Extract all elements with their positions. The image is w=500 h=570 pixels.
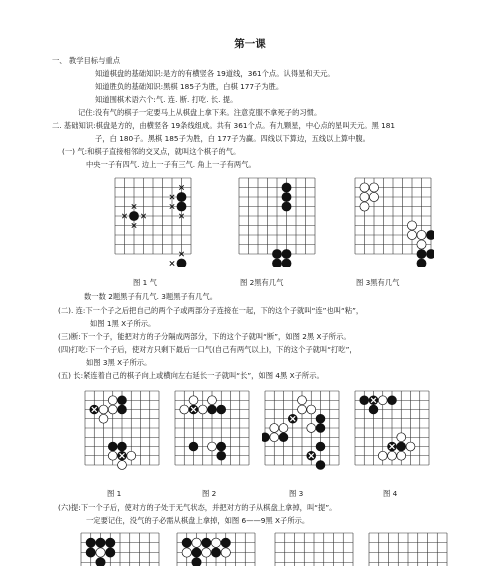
ti-definition: (六)提:下一个子后，使对方的子处于无气状态，并把对方的子从棋盘上拿掉，叫“提”。	[58, 503, 337, 512]
goal-line-3: 知道围棋术语六个:气. 连. 断. 打吃. 长. 提。	[95, 95, 238, 104]
black-stone	[282, 183, 291, 192]
black-stone	[211, 548, 220, 557]
black-stone	[316, 442, 325, 451]
go-board	[82, 388, 162, 476]
black-stone	[129, 211, 138, 220]
white-stone	[221, 548, 230, 557]
go-board	[262, 388, 342, 476]
ti-example: 一定要记住，没气的子必需从棋盘上拿掉，如图 6——9黑 X子所示。	[86, 516, 310, 525]
white-stone	[108, 451, 117, 460]
white-stone	[180, 405, 189, 414]
black-stone	[262, 433, 269, 442]
go-board	[78, 530, 162, 566]
black-stone	[217, 451, 226, 460]
black-stone	[177, 259, 186, 267]
black-stone	[272, 259, 281, 267]
black-stone	[189, 442, 198, 451]
lian-example: 如图 1黑 X子所示。	[90, 319, 156, 328]
black-stone	[221, 538, 230, 547]
dachi-definition: (四)打吃:下一个子后，使对方只剩下最后一口气(自己有两气以上)，下的这个子就叫“打吃”，	[58, 345, 357, 354]
lian-definition: (二). 连:下一个子之后把自己的两个子或两部分子连接在一起，下的这个子就叫“连”也叫“粘”，	[58, 306, 364, 315]
white-stone	[198, 405, 207, 414]
black-stone	[217, 442, 226, 451]
white-stone	[108, 405, 117, 414]
go-board	[352, 388, 432, 476]
white-stone	[369, 183, 378, 192]
black-stone	[316, 461, 325, 470]
white-stone	[388, 451, 397, 460]
white-stone	[208, 442, 217, 451]
section-2-line-2: 子，白 180子。黑棋 185子为胜，白 177子为赢。四线以下算边，五线以上算中腹。	[95, 134, 370, 143]
black-stone	[182, 538, 191, 547]
white-stone	[378, 396, 387, 405]
go-board	[272, 530, 356, 566]
white-stone	[298, 396, 307, 405]
qi-definition: (一) 气:和棋子直接相邻的交叉点，就叫这个棋子的气。	[62, 147, 241, 156]
chang-definition: (五) 长:紧连着自己的棋子向上或横向左右延长一子就叫“长”，如图 4黑 X子所示。	[58, 371, 324, 380]
white-stone	[407, 221, 416, 230]
board-lian	[82, 388, 162, 476]
white-stone	[270, 433, 279, 442]
white-stone	[360, 183, 369, 192]
white-stone	[108, 396, 117, 405]
caption-r2-3: 图 3	[289, 489, 304, 498]
board-ti-2	[174, 530, 258, 566]
black-stone	[282, 249, 291, 258]
white-stone	[397, 451, 406, 460]
black-stone	[177, 192, 186, 201]
black-stone	[282, 192, 291, 201]
board-ti-4	[366, 530, 450, 566]
black-stone	[96, 538, 105, 547]
white-stone	[211, 538, 220, 547]
goal-line-4: 记住:没有气的棋子一定要马上从棋盘上拿下来。注意克服不拿死子的习惯。	[78, 108, 322, 117]
goal-line-2: 知道胜负的基础知识:黑棋 185子为胜，白棋 177子为胜。	[95, 82, 284, 91]
white-stone	[307, 405, 316, 414]
black-stone	[397, 442, 406, 451]
white-stone	[182, 548, 191, 557]
go-board	[352, 175, 434, 267]
board-duan	[172, 388, 252, 476]
board-dachi	[262, 388, 342, 476]
black-stone	[360, 396, 369, 405]
black-stone	[388, 396, 397, 405]
black-stone	[86, 548, 95, 557]
board-fig2	[236, 175, 318, 267]
black-stone	[118, 442, 127, 451]
black-stone	[202, 538, 211, 547]
white-stone	[99, 414, 108, 423]
black-stone	[282, 259, 291, 267]
white-stone	[127, 451, 136, 460]
white-stone	[407, 230, 416, 239]
qi-examples: 中央一子有四气. 边上一子有三气. 角上一子有两气。	[86, 160, 256, 169]
black-stone	[426, 230, 434, 239]
black-stone	[118, 396, 127, 405]
dachi-example: 如图 3黑 X子所示。	[86, 358, 152, 367]
caption-r2-4: 图 4	[383, 489, 398, 498]
caption-fig1: 图 1 气	[133, 278, 157, 287]
black-stone	[279, 433, 288, 442]
black-stone	[192, 548, 201, 557]
section-2-heading: 二. 基础知识:棋盘是方的，由横竖各 19条线组成。共有 361个点。有九颗星，中心点的星叫天元。黑 181	[52, 121, 396, 130]
white-stone	[118, 461, 127, 470]
white-stone	[96, 548, 105, 557]
black-stone	[177, 202, 186, 211]
black-stone	[217, 405, 226, 414]
go-board	[174, 530, 258, 566]
black-stone	[106, 548, 115, 557]
white-stone	[369, 192, 378, 201]
go-board	[172, 388, 252, 476]
caption-fig2: 图 2黑有几气	[240, 278, 284, 287]
white-stone	[307, 424, 316, 433]
black-stone	[86, 538, 95, 547]
black-stone	[426, 249, 434, 258]
black-stone	[106, 538, 115, 547]
black-stone	[316, 414, 325, 423]
board-fig3	[352, 175, 434, 267]
black-stone	[108, 442, 117, 451]
black-stone	[208, 405, 217, 414]
white-stone	[397, 433, 406, 442]
white-stone	[406, 442, 415, 451]
duan-definition: (三)断:下一个子，能把对方的子分隔成两部分，下的这个子就叫“断”，如图 2黑 X子所示。	[58, 332, 351, 341]
goal-line-1: 知道棋盘的基础知识:是方的有横竖各 19道线，361个点。认得星和天元。	[95, 69, 335, 78]
white-stone	[417, 230, 426, 239]
white-stone	[279, 424, 288, 433]
white-stone	[378, 451, 387, 460]
white-stone	[360, 192, 369, 201]
black-stone	[282, 202, 291, 211]
white-stone	[192, 538, 201, 547]
section-1-heading: 一、 教学目标与重点	[52, 56, 120, 65]
board-ti-1	[78, 530, 162, 566]
white-stone	[360, 202, 369, 211]
black-stone	[369, 405, 378, 414]
caption-r2-2: 图 2	[202, 489, 217, 498]
count-question: 数一数 2题黑子有几气. 3题黑子有几气。	[84, 292, 217, 301]
white-stone	[270, 424, 279, 433]
white-stone	[189, 396, 198, 405]
board-fig1	[112, 175, 194, 267]
board-ti-3	[272, 530, 356, 566]
black-stone	[272, 249, 281, 258]
caption-r2-1: 图 1	[107, 489, 122, 498]
black-stone	[316, 424, 325, 433]
black-stone	[118, 405, 127, 414]
black-stone	[417, 249, 426, 258]
white-stone	[208, 396, 217, 405]
go-board	[112, 175, 194, 267]
white-stone	[202, 548, 211, 557]
white-stone	[417, 240, 426, 249]
white-stone	[99, 405, 108, 414]
black-stone	[417, 259, 426, 267]
page-title: 第一课	[234, 38, 266, 50]
go-board	[366, 530, 450, 566]
caption-fig3: 图 3黑有几气	[356, 278, 400, 287]
white-stone	[298, 405, 307, 414]
go-board	[236, 175, 318, 267]
board-chang	[352, 388, 432, 476]
